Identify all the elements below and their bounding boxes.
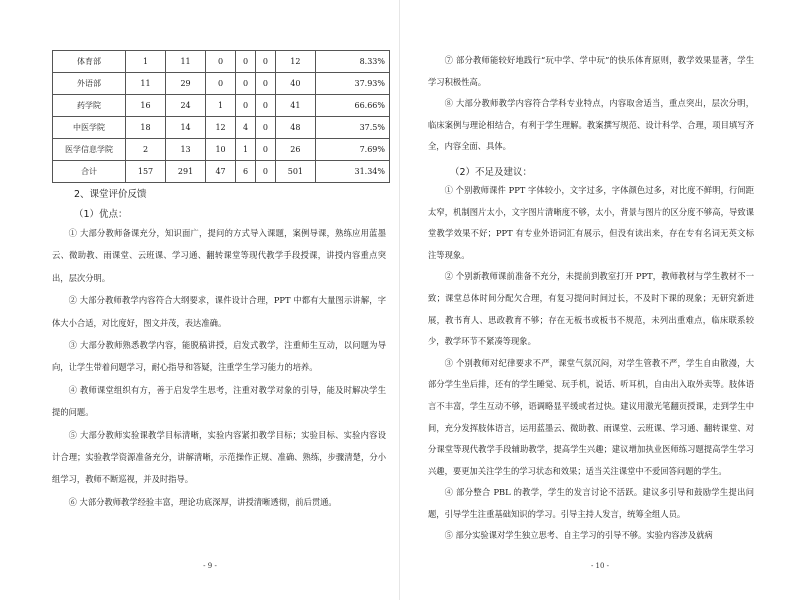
count-cell: 47 <box>206 161 236 183</box>
count-cell: 1 <box>126 51 166 73</box>
count-cell: 12 <box>206 117 236 139</box>
count-cell: 4 <box>236 117 256 139</box>
count-cell: 14 <box>166 117 206 139</box>
table-row <box>53 117 390 139</box>
count-cell: 11 <box>166 51 206 73</box>
count-cell: 157 <box>126 161 166 183</box>
count-cell: 0 <box>236 73 256 95</box>
strength-paragraph-8: ⑧ 大部分教师教学内容符合学科专业特点，内容取舍适当，重点突出，层次分明，临床案例与理论相结合，有利于学生理解。教案撰写规范、设计科学、合理，项目填写齐全，内容全面、具体。 <box>428 98 754 152</box>
strength-paragraph-6: ⑥ 大部分教师教学经验丰富，理论功底深厚，讲授清晰透彻，前后贯通。 <box>68 496 337 507</box>
department-name-cell: 中医学院 <box>53 117 126 139</box>
count-cell: 0 <box>236 51 256 73</box>
count-cell: 0 <box>255 51 275 73</box>
percentage-cell: 31.34% <box>315 161 389 183</box>
strength-paragraph-4: ④ 教师课堂组织有方，善于启发学生思考，注重对教学对象的引导，能及时解决学生提的问题。 <box>52 384 386 418</box>
strengths-heading: （1）优点： <box>74 209 128 220</box>
count-cell: 29 <box>166 73 206 95</box>
count-cell: 0 <box>255 161 275 183</box>
table-row <box>53 51 390 73</box>
count-cell: 11 <box>126 73 166 95</box>
count-cell: 10 <box>206 139 236 161</box>
table-row <box>53 73 390 95</box>
count-cell: 48 <box>275 117 315 139</box>
department-name-cell: 药学院 <box>53 95 126 117</box>
count-cell: 0 <box>236 95 256 117</box>
weakness-paragraph-4: ④ 部分整合 PBL 的教学，学生的发言讨论不活跃。建议多引导和鼓励学生提出问题，引导学生注重基础知识的学习。引导主持人发言，统筹全组人员。 <box>428 487 754 519</box>
department-name-cell: 医学信息学院 <box>53 139 126 161</box>
page-10 <box>400 0 800 600</box>
percentage-cell: 66.66% <box>315 95 389 117</box>
count-cell: 1 <box>236 139 256 161</box>
weakness-paragraph-2: ② 个别新教师课前准备不充分，未提前到教室打开 PPT，教师教材与学生教材不一致；课堂总体时间分配欠合理，有复习提问时间过长，不及时下课的现象；无研究新进展，教书育人、思政教育不够；存在无板书或板书不规范，未列出重难点，临床联系较少，教学环节不紧凑等现象。 <box>428 271 754 347</box>
count-cell: 0 <box>255 117 275 139</box>
section-heading: 2、课堂评价反馈 <box>74 189 147 200</box>
count-cell: 2 <box>126 139 166 161</box>
table-row <box>53 161 390 183</box>
count-cell: 6 <box>236 161 256 183</box>
table-body <box>53 51 390 183</box>
strength-paragraph-3: ③ 大部分教师熟悉教学内容，能脱稿讲授，启发式教学，注重师生互动，以问题为导向，让学生带着问题学习，耐心指导和答疑，注重学生学习能力的培养。 <box>52 340 386 373</box>
strength-paragraph-1: ① 大部分教师备课充分，知识面广，提问的方式导入课题，案例导课，熟练应用蓝墨云、微助教、雨课堂、云班课、学习通、翻转课堂等现代教学手段授课，讲授内容重点突出，层次分明。 <box>52 228 386 283</box>
department-name-cell: 外语部 <box>53 73 126 95</box>
count-cell: 40 <box>275 73 315 95</box>
weaknesses-heading: （2）不足及建议： <box>450 166 533 178</box>
page-number: - 10 - <box>590 562 610 570</box>
percentage-cell: 7.69% <box>315 139 389 161</box>
count-cell: 16 <box>126 95 166 117</box>
count-cell: 13 <box>166 139 206 161</box>
table-row <box>53 95 390 117</box>
count-cell: 501 <box>275 161 315 183</box>
count-cell: 0 <box>206 51 236 73</box>
strength-paragraph-2: ② 大部分教师教学内容符合大纲要求，课件设计合理，PPT 中都有大量图示讲解，字体大小合适，对比度好，图文并茂，表达准确。 <box>52 295 386 328</box>
department-name-cell: 合计 <box>53 161 126 183</box>
weakness-paragraph-5: ⑤ 部分实验课对学生独立思考、自主学习的引导不够。实验内容涉及就病 <box>444 530 713 541</box>
count-cell: 1 <box>206 95 236 117</box>
count-cell: 291 <box>166 161 206 183</box>
count-cell: 0 <box>206 73 236 95</box>
count-cell: 41 <box>275 95 315 117</box>
strength-paragraph-7: ⑦ 部分教师能较好地践行“玩中学、学中玩”的快乐体育原则，教学效果显著，学生学习积极性高。 <box>428 55 754 87</box>
weakness-paragraph-1: ① 个别教师课件 PPT 字体较小，文字过多，字体颜色过多，对比度不鲜明，行间距太窄，机制图片太小，文字图片清晰度不够，太小，背景与图片的区分度不够高，导致课堂教学效果不好；PPT 有专业外语词汇有展示，但没有读出来，存在专有名词无英文标注等现象。 <box>428 184 754 260</box>
count-cell: 0 <box>255 139 275 161</box>
evaluation-summary-table <box>52 50 390 183</box>
table-row <box>53 139 390 161</box>
weakness-paragraph-3: ③ 个别教师对纪律要求不严，课堂气氛沉闷，对学生管教不严，学生自由散漫，大部分学生坐后排，还有的学生睡觉、玩手机，说话、听耳机，自由出入取外卖等。肢体语言不丰富，学生互动不够，语调略显平缓或者过快。建议用激光笔翻页授课，走到学生中间，充分发挥肢体语言，运用蓝墨云、微助教、雨课堂、云班课、学习通、翻转课堂、对分课堂等现代教学手段辅助教学，提高学生兴趣；建议增加执业医师练习题提高学生学习兴趣，要更加关注学生的学习状态和效果；适当关注课堂中不爱回答问题的学生。 <box>428 357 754 476</box>
percentage-cell: 37.93% <box>315 73 389 95</box>
department-name-cell: 体育部 <box>53 51 126 73</box>
percentage-cell: 37.5% <box>315 117 389 139</box>
count-cell: 26 <box>275 139 315 161</box>
count-cell: 0 <box>255 73 275 95</box>
percentage-cell: 8.33% <box>315 51 389 73</box>
count-cell: 0 <box>255 95 275 117</box>
strength-paragraph-5: ⑤ 大部分教师实验课教学目标清晰，实验内容紧扣教学目标；实验目标、实验内容设计合理；实验教学资源准备充分，讲解清晰，示范操作正规、准确、熟练，步骤清楚，分小组学习，教师不断巡视，并及时指导。 <box>52 429 386 485</box>
count-cell: 18 <box>126 117 166 139</box>
count-cell: 24 <box>166 95 206 117</box>
count-cell: 12 <box>275 51 315 73</box>
page-number: - 9 - <box>203 562 217 570</box>
